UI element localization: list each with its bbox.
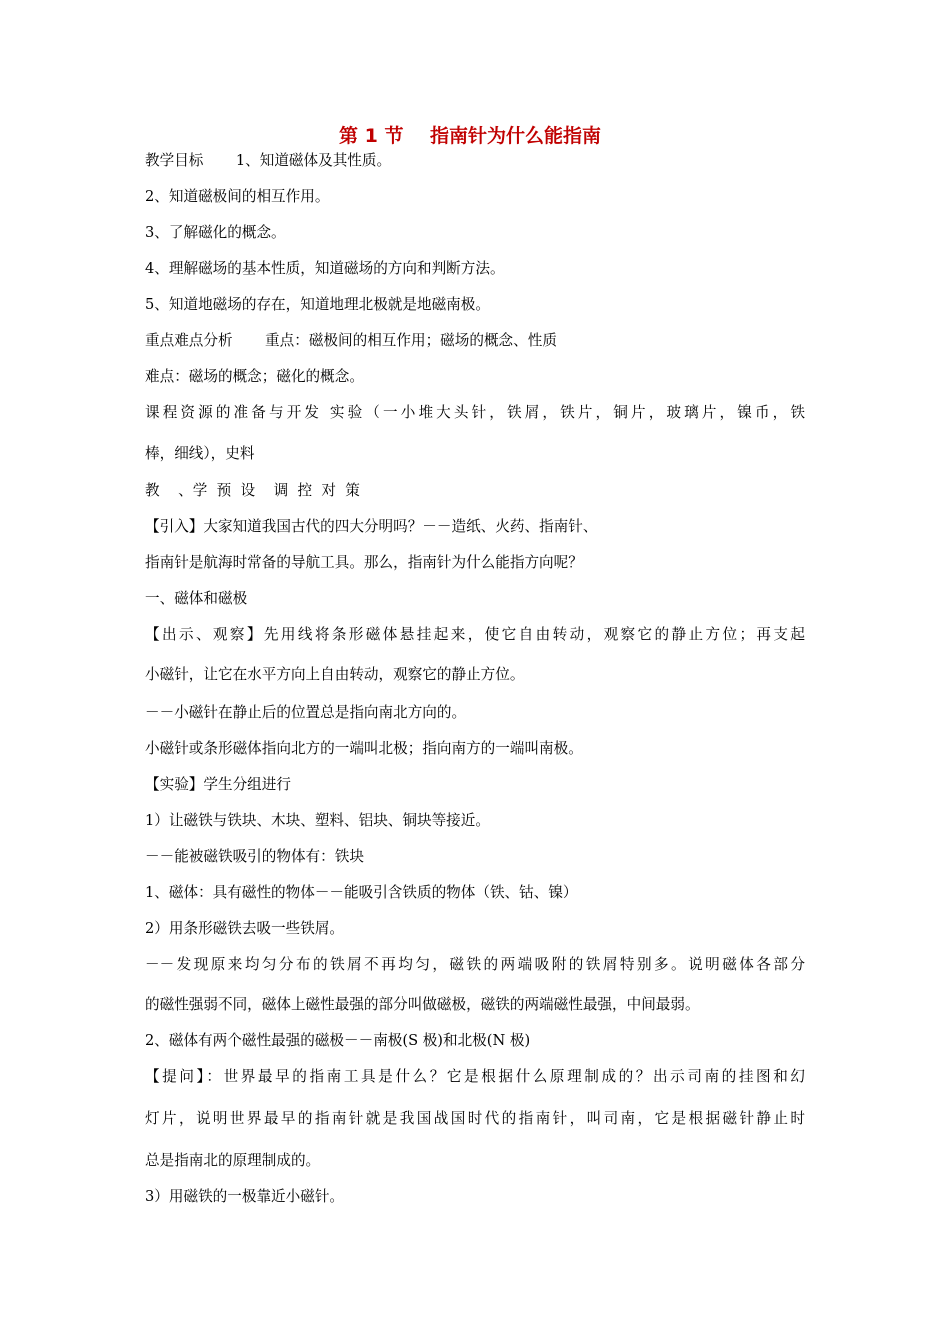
experiment-result-1: －－能被磁铁吸引的物体有：铁块 [145, 848, 364, 865]
two-poles-line: 2、磁体有两个磁性最强的磁极－－南极(S 极)和北极(N 极) [145, 1032, 531, 1049]
goal-item-5: 5、知道地磁场的存在，知道地理北极就是地磁南极。 [145, 296, 490, 313]
difficult-points-line: 难点：磁场的概念；磁化的概念。 [145, 368, 364, 385]
section-heading-magnets: 一、磁体和磁极 [145, 590, 248, 607]
experiment-result-2: －－发现原来均匀分布的铁屑不再均匀，磁铁的两端吸附的铁屑特别多。说明磁体各部分 [145, 956, 805, 973]
question-line-cont: 灯片，说明世界最早的指南针就是我国战国时代的指南针，叫司南，它是根据磁针静止时 [145, 1110, 805, 1127]
resources-line-cont: 棒，细线），史料 [145, 445, 255, 462]
key-points-line: 重点难点分析 重点：磁极间的相互作用；磁场的概念、性质 [145, 332, 557, 349]
resources-line: 课程资源的准备与开发 实验（一小堆大头针，铁屑，铁片，铜片，玻璃片，镍币，铁 [145, 404, 805, 421]
goal-item-2: 2、知道磁极间的相互作用。 [145, 188, 330, 205]
teaching-goals-line: 教学目标 1、知道磁体及其性质。 [145, 152, 392, 169]
intro-line: 【引入】大家知道我国古代的四大分明吗？－－造纸、火药、指南针、 [145, 518, 598, 535]
section-title: 第 1 节 指南针为什么能指南 [339, 125, 601, 147]
goal-item-3: 3、了解磁化的概念。 [145, 224, 286, 241]
experiment-step-3: 3）用磁铁的一极靠近小磁针。 [145, 1188, 345, 1205]
question-line: 【提问】：世界最早的指南工具是什么？它是根据什么原理制成的？出示司南的挂图和幻 [145, 1068, 805, 1085]
teaching-plan-heading: 教 、学 预 设 调 控 对 策 [145, 482, 360, 499]
experiment-step-2: 2）用条形磁铁去吸一些铁屑。 [145, 920, 345, 937]
magnet-definition-line: 1、磁体：具有磁性的物体－－能吸引含铁质的物体（铁、钴、镍） [145, 884, 578, 901]
poles-definition-line: 小磁针或条形磁体指向北方的一端叫北极；指向南方的一端叫南极。 [145, 740, 583, 757]
observe-line: 【出示、观察】先用线将条形磁体悬挂起来，使它自由转动，观察它的静止方位；再支起 [145, 626, 805, 643]
intro-line-cont: 指南针是航海时常备的导航工具。那么，指南针为什么能指方向呢？ [145, 554, 583, 571]
observe-result-line: －－小磁针在静止后的位置总是指向南北方向的。 [145, 704, 467, 721]
experiment-step-1: 1）让磁铁与铁块、木块、塑料、铝块、铜块等接近。 [145, 812, 490, 829]
experiment-line: 【实验】学生分组进行 [145, 776, 291, 793]
goal-item-4: 4、理解磁场的基本性质，知道磁场的方向和判断方法。 [145, 260, 505, 277]
experiment-result-2-cont: 的磁性强弱不同，磁体上磁性最强的部分叫做磁极，磁铁的两端磁性最强，中间最弱。 [145, 996, 700, 1013]
observe-line-cont: 小磁针，让它在水平方向上自由转动，观察它的静止方位。 [145, 666, 525, 683]
question-line-end: 总是指南北的原理制成的。 [145, 1152, 321, 1169]
